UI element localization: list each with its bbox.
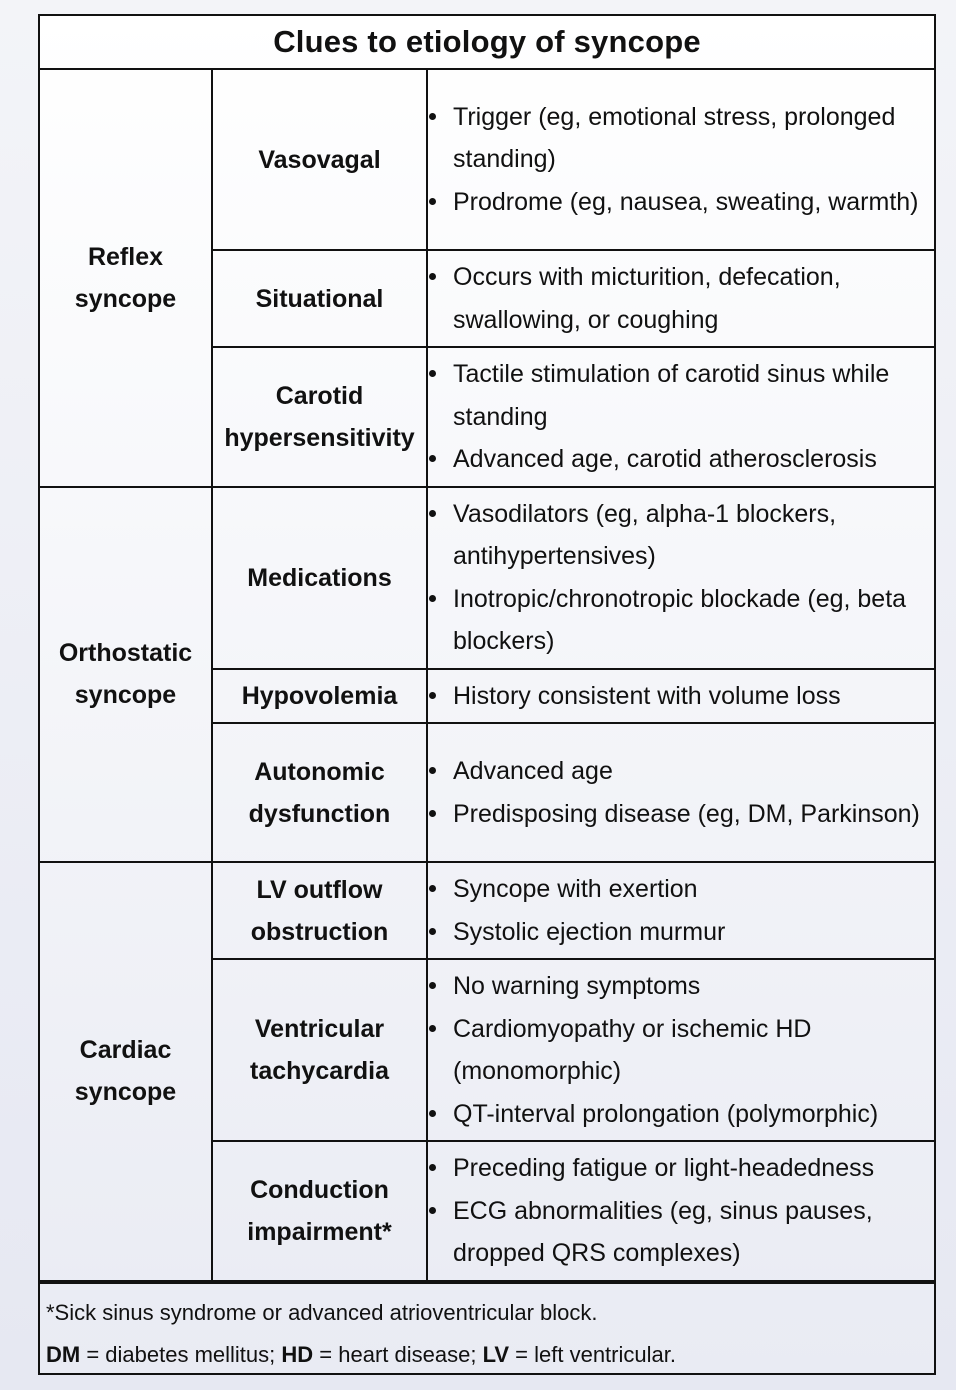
abbreviations-line (46, 1334, 928, 1376)
group-cardiac-syncope (40, 862, 212, 1281)
group-label: syncope (74, 1078, 177, 1107)
group-label: Reflex (87, 242, 164, 271)
subtype-label: LV outflow (256, 875, 383, 904)
subtype-label: Carotid (275, 381, 364, 410)
subtype-conduction-impairment (212, 1141, 427, 1281)
footnote (40, 1282, 934, 1376)
list-item: Tactile stimulation of carotid sinus while standing (453, 353, 930, 438)
list-item: History consistent with volume loss (453, 675, 930, 718)
subtype-label: Vasovagal (258, 145, 381, 174)
subtype-carotid-hypersensitivity (212, 347, 427, 487)
subtype-label: Ventricular (254, 1015, 385, 1043)
subtype-lv-outflow-obstruction (212, 862, 427, 959)
subtype-ventricular-tachycardia (212, 959, 427, 1141)
list-item: Advanced age (453, 750, 930, 793)
list-item: Systolic ejection murmur (453, 911, 930, 954)
subtype-vasovagal (212, 69, 427, 250)
abbr-term: LV (482, 1341, 510, 1367)
clues-ventricular-tachycardia (427, 959, 934, 1141)
list-item: Advanced age, carotid atherosclerosis (453, 438, 930, 481)
group-label: Orthostatic (58, 639, 193, 668)
clues-conduction-impairment (427, 1141, 934, 1281)
clues-medications (427, 487, 934, 669)
subtype-label: Hypovolemia (241, 681, 398, 710)
clues-situational (427, 250, 934, 347)
list-item: Preceding fatigue or light-headedness (453, 1147, 930, 1190)
list-item: Predisposing disease (eg, DM, Parkinson) (453, 793, 930, 836)
list-item: Cardiomyopathy or ischemic HD (monomorphic) (453, 1008, 930, 1093)
list-item: ECG abnormalities (eg, sinus pauses, dropped QRS complexes) (453, 1190, 930, 1275)
clues-carotid-hypersensitivity (427, 347, 934, 487)
abbr-term: HD (281, 1341, 314, 1367)
abbr-definition: = heart disease; (313, 1341, 483, 1367)
list-item: Occurs with micturition, defecation, swallowing, or coughing (453, 256, 930, 341)
list-item: Prodrome (eg, nausea, sweating, warmth) (453, 181, 930, 224)
list-item: Syncope with exertion (453, 868, 930, 911)
subtype-label: Situational (255, 284, 384, 313)
subtype-label: Conduction (250, 1175, 389, 1204)
list-item: QT-interval prolongation (polymorphic) (453, 1093, 930, 1136)
etiology-table (40, 16, 934, 1282)
group-reflex-syncope (40, 69, 212, 487)
table-row (40, 69, 934, 250)
syncope-table-card (38, 14, 936, 1375)
group-label: syncope (74, 681, 177, 710)
list-item: Inotropic/chronotropic blockade (eg, beta blockers) (453, 578, 930, 663)
list-item: No warning symptoms (453, 965, 930, 1008)
subtype-label: Autonomic (254, 757, 385, 786)
clues-lv-outflow-obstruction (427, 862, 934, 959)
subtype-hypovolemia (212, 669, 427, 724)
subtype-label: dysfunction (248, 799, 391, 828)
group-label: Cardiac (79, 1036, 172, 1065)
abbr-definition: = diabetes mellitus; (80, 1341, 282, 1367)
clues-vasovagal (427, 69, 934, 250)
list-item: Trigger (eg, emotional stress, prolonged standing) (453, 96, 930, 181)
subtype-medications (212, 487, 427, 669)
subtype-autonomic-dysfunction (212, 723, 427, 862)
subtype-label: obstruction (250, 917, 389, 946)
group-label: syncope (74, 284, 177, 313)
abbr-definition: = left ventricular. (509, 1341, 676, 1367)
group-orthostatic-syncope (40, 487, 212, 863)
clues-hypovolemia (427, 669, 934, 724)
abbr-term: DM (46, 1341, 81, 1367)
subtype-label: tachycardia (250, 1057, 389, 1085)
subtype-label: hypersensitivity (224, 423, 415, 452)
list-item: Vasodilators (eg, alpha-1 blockers, antihypertensives) (453, 493, 930, 578)
table-title: Clues to etiology of syncope (40, 16, 934, 69)
subtype-situational (212, 250, 427, 347)
table-row (40, 487, 934, 669)
table-row (40, 862, 934, 959)
title-row (40, 16, 934, 69)
clues-autonomic-dysfunction (427, 723, 934, 862)
subtype-label: impairment* (247, 1217, 392, 1246)
star-footnote: *Sick sinus syndrome or advanced atrioventricular block. (46, 1299, 598, 1325)
subtype-label: Medications (247, 563, 392, 592)
